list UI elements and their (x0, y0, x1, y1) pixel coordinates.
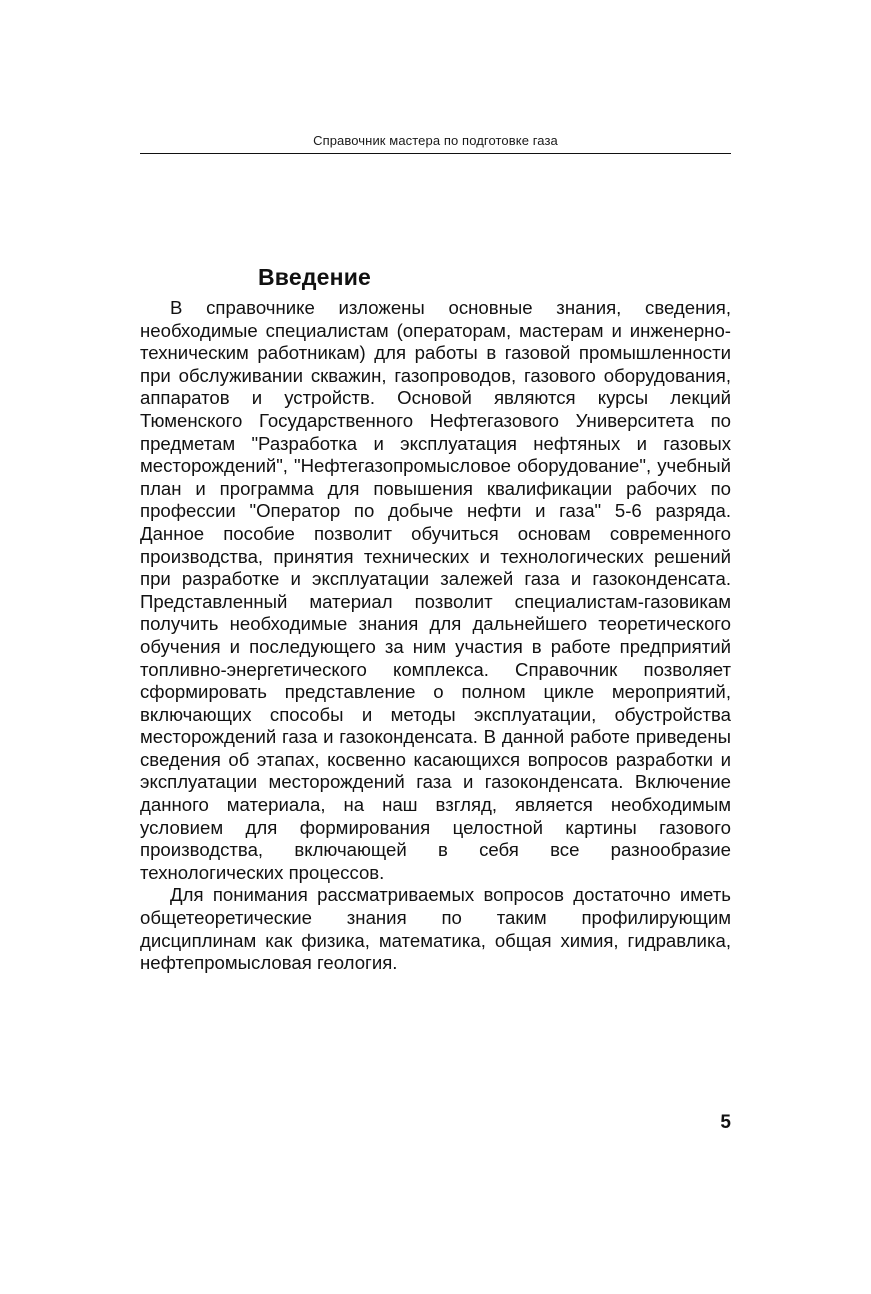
page-number: 5 (720, 1112, 731, 1133)
paragraph-prerequisites: Для понимания рассматриваемых вопросов достаточно иметь общетеоретические знания по таким профилирующим дисциплинам как физика, математика, общая химия, гидравлика, нефтепромысловая геология. (140, 884, 731, 974)
section-heading: Введение (258, 264, 372, 290)
running-header-title: Справочник мастера по подготовке газа (313, 133, 558, 148)
body-text (140, 297, 731, 975)
paragraph-intro: В справочнике изложены основные знания, сведения, необходимые специалистам (операторам, мастерам и инженерно-техническим работникам) для работы в газовой промышленности при обслуживании скважин, газопроводов, газового оборудования, аппаратов и устройств. Основой являются курсы лекций Тюменского Государственного Нефтегазового Университета по предметам "Разработка и эксплуатация нефтяных и газовых месторождений", "Нефтегазопромысловое оборудование", учебный план и программа для повышения квалификации рабочих по профессии "Оператор по добыче нефти и газа" 5-6 разряда. Данное пособие позволит обучиться основам современного производства, принятия технических и технологических решений при разработке и эксплуатации залежей газа и газоконденсата. Представленный материал позволит специалистам-газовикам получить необходимые знания для дальнейшего теоретического обучения и последующего за ним участия в работе предприятий топливно-энергетического комплекса. Справочник позволяет сформировать представление о полном цикле мероприятий, включающих способы и методы эксплуатации, обустройства месторождений газа и газоконденсата. В данной работе приведены сведения об этапах, косвенно касающихся вопросов разработки и эксплуатации месторождений газа и газоконденсата. Включение данного материала, на наш взгляд, является необходимым условием для формирования целостной картины газового производства, включающей в себя все разнообразие технологических процессов. (140, 297, 731, 883)
header-rule (140, 153, 731, 154)
